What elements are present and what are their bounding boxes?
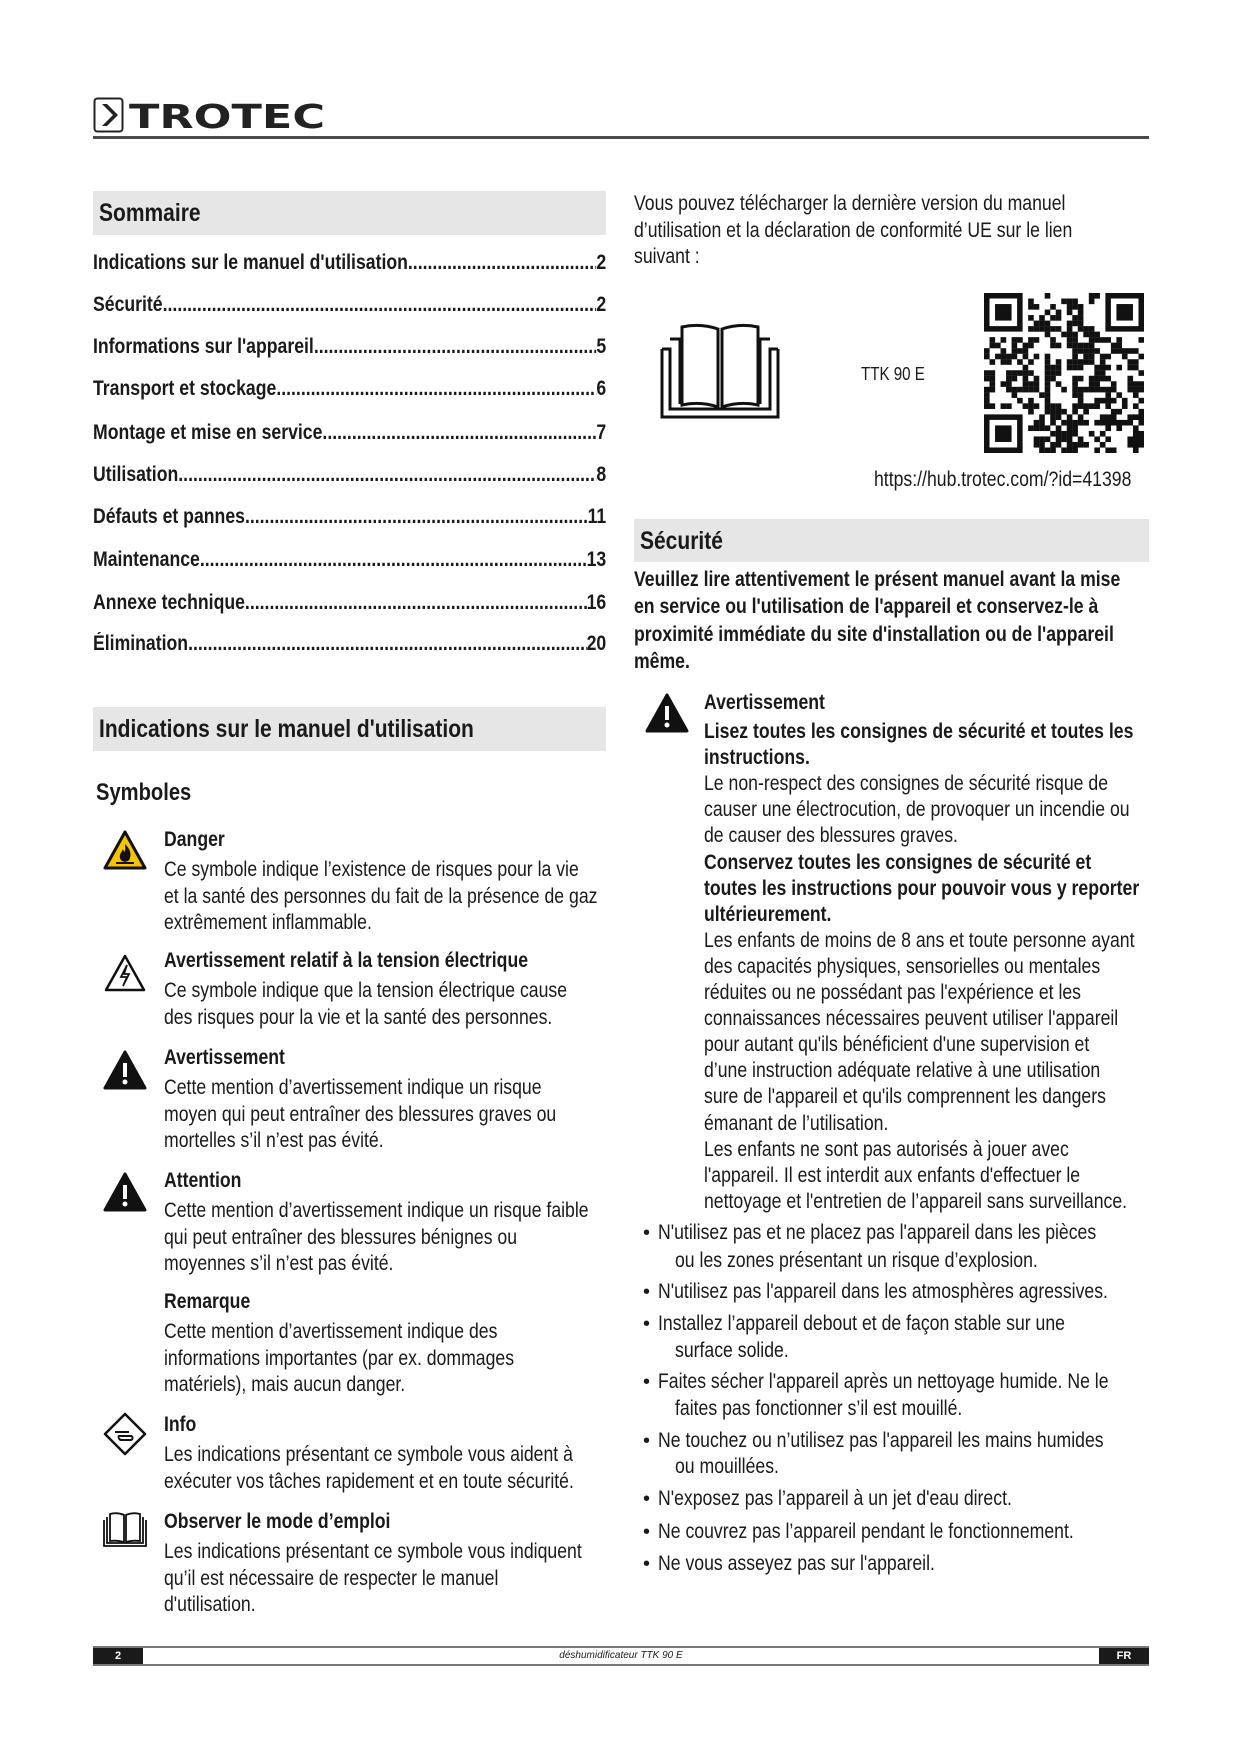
toc-entry-label: Défauts et pannes [93,505,245,528]
toc-entry[interactable] [93,547,606,573]
symbol-description: Cette mention d’avertissement indique des [164,1320,498,1343]
toc-dot-leader [322,420,596,446]
symbol-title: Attention [164,1169,242,1192]
warning-text: d’une instruction adéquate relative à une utilisation [704,1059,1101,1083]
warning-title: Avertissement [704,691,825,714]
safety-intro: en service ou l'utilisation de l'appareil et conservez-le à [634,595,1099,619]
toc-entry[interactable] [93,376,606,402]
toc-dot-leader [245,504,588,530]
electric-voltage-icon [103,953,147,998]
safety-bullet-text: Ne touchez ou n’utilisez pas l'appareil les mains humides [658,1429,1104,1452]
toc-dot-leader [245,590,587,616]
symbol-description: extrêmement inflammable. [164,911,372,934]
toc-dot-leader [188,631,587,657]
download-text: suivant : [634,245,700,268]
svg-text:TROTEC: TROTEC [129,97,325,133]
toc-entry-label: Élimination [93,632,189,655]
warning-emphasis: ultérieurement. [704,902,832,926]
caution-icon [103,1172,147,1217]
symbol-description: d'utilisation. [164,1593,256,1616]
symbol-description: matériels), mais aucun danger. [164,1373,406,1396]
manual-heading [93,707,606,751]
symbol-title: Avertissement [164,1046,285,1069]
toc-entry-page: 5 [596,335,607,358]
bullet-icon: • [643,1222,651,1244]
toc-entry-page: 2 [596,251,607,274]
symbol-title: Danger [164,828,225,851]
safety-bullet-text: faites pas fonctionner s’il est mouillé. [675,1397,963,1420]
symbol-description: Cette mention d’avertissement indique un risque faible [164,1199,589,1222]
toc-entry-label: Informations sur l'appareil [93,335,314,358]
warning-text: causer une électrocution, de provoquer un incendie ou [704,798,1130,822]
toc-dot-leader [276,376,596,402]
toc-entry-content [93,250,606,276]
toc-entry-page: 8 [596,463,607,486]
warning-icon [103,1050,147,1095]
warning-text: Les enfants ne sont pas autorisés à jouer avec [704,1137,1069,1161]
warning-text: Le non-respect des consignes de sécurité risque de [704,772,1109,796]
toc-entry-page: 11 [587,505,607,528]
toc-entry-label: Annexe technique [93,591,245,614]
toc-entry[interactable] [93,334,606,360]
symbol-description: Ce symbole indique l’existence de risques pour la vie [164,858,579,881]
symbol-description: des risques pour la vie et la santé des personnes. [164,1005,553,1029]
toc-entry[interactable] [93,590,606,616]
toc-dot-leader [200,547,587,573]
toc-entry[interactable] [93,462,606,488]
toc-entry-page: 13 [586,548,607,571]
warning-text: sure de l'appareil et qu'ils comprennent les dangers [704,1085,1106,1109]
qr-code[interactable] [984,293,1144,453]
toc-entry-content [93,462,606,488]
warning-text: l'appareil. Il est interdit aux enfants d'effectuer le [704,1163,1081,1187]
symbol-description: qui peut entraîner des blessures bénignes ou [164,1225,518,1249]
toc-entry-content [93,376,606,402]
page-footer [93,1646,1149,1666]
bullet-icon: • [643,1553,651,1575]
toc-dot-leader [408,250,597,276]
symbol-description: Cette mention d’avertissement indique un risque [164,1076,542,1099]
manual-book-icon [660,319,780,419]
toc-entry-page: 20 [586,632,607,655]
model-label: TTK 90 E [861,364,925,384]
symbol-title: Info [164,1413,197,1436]
download-url[interactable]: https://hub.trotec.com/?id=41398 [874,468,1132,491]
safety-title: Sécurité [640,527,723,555]
warning-text: de causer des blessures graves. [704,824,958,848]
safety-heading [634,519,1149,562]
footer-language: FR [1099,1648,1149,1664]
bullet-icon: • [643,1281,651,1303]
symbol-description: qu’il est nécessaire de respecter le manuel [164,1566,499,1590]
safety-bullet-text: ou mouillées. [675,1455,779,1478]
toc-entry-label: Montage et mise en service [93,421,323,444]
toc-entry-content [93,504,606,530]
warning-text: émanant de l’utilisation. [704,1111,889,1135]
safety-bullet-text: Installez l’appareil debout et de façon stable sur une [658,1312,1065,1335]
warning-emphasis: Lisez toutes les consignes de sécurité et toutes les [704,720,1134,743]
warning-text: connaissances nécessaires peuvent utiliser l'appareil [704,1007,1119,1031]
manual-title: Indications sur le manuel d'utilisation [99,715,474,743]
toc-entry[interactable] [93,292,606,318]
symbol-description: moyen qui peut entraîner des blessures graves ou [164,1102,557,1126]
safety-bullet-text: N'utilisez pas l'appareil dans les atmosphères agressives. [658,1280,1108,1303]
bullet-icon: • [643,1430,651,1452]
toc-entry-content [93,420,606,446]
symbols-title: Symboles [96,779,192,806]
toc-entry-content [93,631,606,657]
toc-entry-label: Utilisation [93,463,179,486]
safety-intro: proximité immédiate du site d'installation ou de l'appareil [634,622,1114,646]
trotec-logo [93,97,328,133]
info-hand-icon [103,1412,147,1461]
toc-entry-page: 2 [596,293,607,316]
bullet-icon: • [643,1488,651,1510]
toc-entry[interactable] [93,250,606,276]
warning-text: Les enfants de moins de 8 ans et toute personne ayant [704,928,1135,952]
symbol-description: Les indications présentant ce symbole vous aident à [164,1443,573,1466]
safety-bullet-text: surface solide. [675,1339,789,1362]
footer-page-number: 2 [93,1648,143,1664]
warning-icon [645,693,689,738]
safety-bullet-text: Ne vous asseyez pas sur l'appareil. [658,1552,935,1575]
bullet-icon: • [643,1313,651,1335]
toc-dot-leader [178,462,596,488]
bullet-icon: • [643,1371,651,1393]
toc-entry-page: 6 [596,377,607,400]
warning-emphasis: Conservez toutes les consignes de sécurité et [704,850,1092,874]
toc-entry[interactable] [93,504,606,530]
toc-dot-leader [163,292,597,318]
symbol-title: Avertissement relatif à la tension électrique [164,949,529,972]
header-rule [93,136,1149,139]
warning-text: réduites ou ne possédant pas l'expérience et les [704,981,1082,1004]
toc-entry-label: Indications sur le manuel d'utilisation [93,251,408,274]
toc-entry-content [93,590,606,616]
symbol-description: moyennes s’il n’est pas évité. [164,1252,394,1275]
symbol-title: Remarque [164,1290,251,1313]
symbol-description: Les indications présentant ce symbole vous indiquent [164,1540,582,1563]
safety-bullet-text: Ne couvrez pas l’appareil pendant le fonctionnement. [658,1520,1074,1543]
safety-bullet-text: N'utilisez pas et ne placez pas l'appareil dans les pièces [658,1221,1097,1244]
warning-text: des capacités physiques, sensorielles ou mentales [704,954,1101,978]
warning-emphasis: toutes les instructions pour pouvoir vous y reporter [704,876,1140,900]
symbol-description: et la santé des personnes du fait de la présence de gaz [164,884,598,908]
toc-entry-label: Transport et stockage [93,377,277,400]
symbol-description: mortelles s’il n’est pas évité. [164,1129,384,1152]
symbol-title: Observer le mode d’emploi [164,1510,391,1533]
symbol-description: informations importantes (par ex. dommages [164,1346,515,1370]
toc-entry-page: 16 [586,591,607,614]
symbol-description: exécuter vos tâches rapidement et en toute sécurité. [164,1469,574,1493]
safety-intro: même. [634,649,690,673]
toc-entry-content [93,334,606,360]
toc-title: Sommaire [99,199,201,227]
toc-entry-page: 7 [596,421,607,444]
safety-intro: Veuillez lire attentivement le présent manuel avant la mise [634,568,1121,591]
download-text: d’utilisation et la déclaration de conformité UE sur le lien [634,218,1073,242]
manual-book-icon [103,1510,147,1553]
warning-text: pour autant qu'ils bénéficient d'une supervision et [704,1033,1090,1057]
toc-dot-leader [314,334,597,360]
danger-flame-icon [103,830,147,875]
toc-entry-label: Sécurité [93,293,163,316]
safety-bullet-text: Faites sécher l'appareil après un nettoyage humide. Ne le [658,1370,1109,1393]
bullet-icon: • [643,1521,651,1543]
toc-entry[interactable] [93,631,606,657]
warning-emphasis: instructions. [704,746,810,770]
toc-entry-content [93,547,606,573]
toc-entry[interactable] [93,420,606,446]
warning-text: nettoyage et l'entretien de l’appareil sans surveillance. [704,1189,1128,1213]
footer-document-title: déshumidificateur TTK 90 E [559,1650,683,1661]
safety-bullet-text: ou les zones présentant un risque d’explosion. [675,1249,1038,1272]
toc-entry-content [93,292,606,318]
symbol-description: Ce symbole indique que la tension électrique cause [164,979,568,1002]
toc-heading [93,191,606,235]
toc-entry-label: Maintenance [93,548,200,571]
download-text: Vous pouvez télécharger la dernière version du manuel [634,192,1066,215]
safety-bullet-text: N'exposez pas l’appareil à un jet d'eau direct. [658,1487,1012,1510]
